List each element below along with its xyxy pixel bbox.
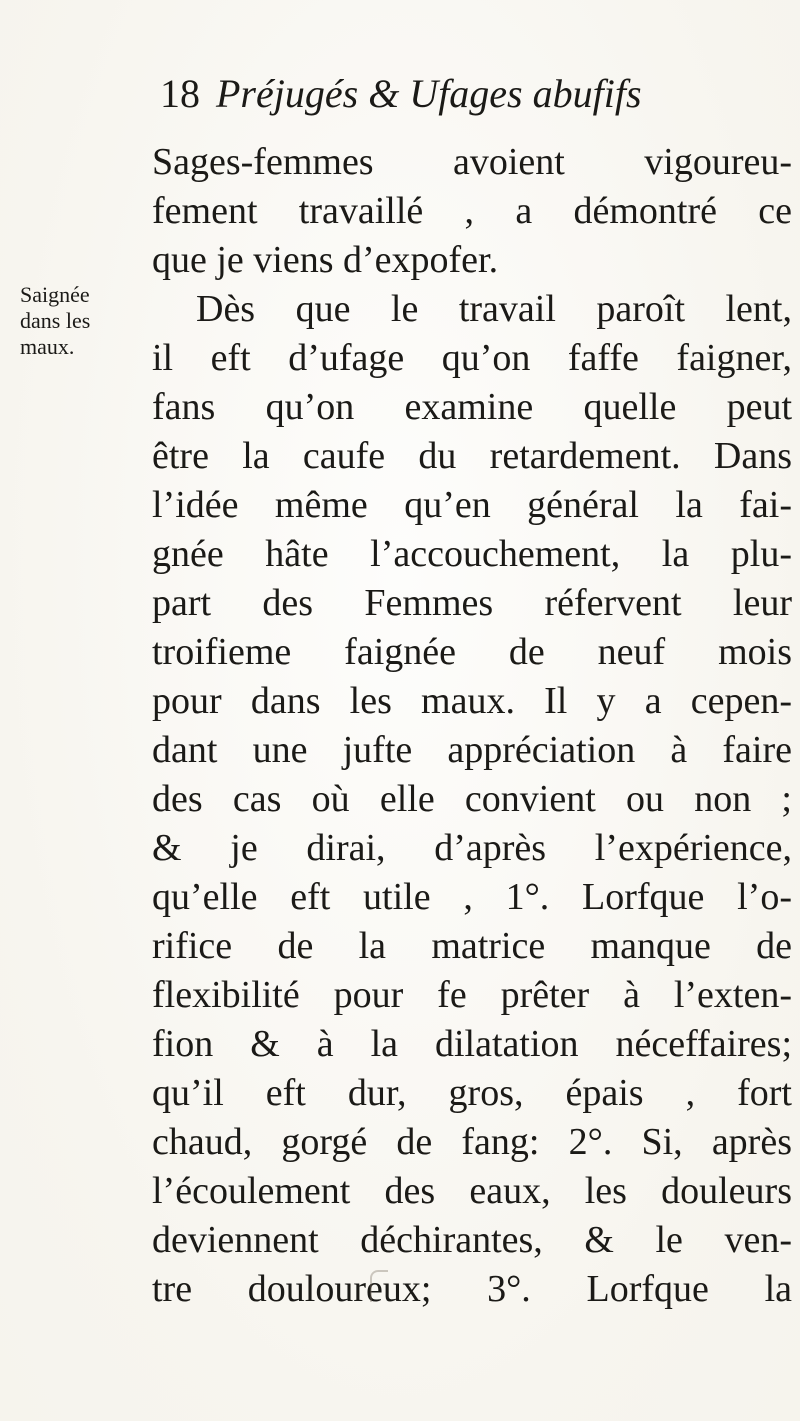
text-line: rifice de la matrice manque de — [152, 925, 792, 967]
text-line: qu’il eft dur, gros, épais , fort — [152, 1072, 792, 1114]
text-line: fement travaillé , a démontré ce — [152, 190, 792, 232]
text-line: Sages-femmes avoient vigoureu- — [152, 141, 792, 183]
text-line: des cas où elle convient ou non ; — [152, 778, 792, 820]
text-line: fans qu’on examine quelle peut — [152, 386, 792, 428]
paper-mark — [370, 1270, 388, 1302]
text-line: être la caufe du retardement. Dans — [152, 435, 792, 477]
text-line: & je dirai, d’après l’expérience, — [152, 827, 792, 869]
text-line: Dès que le travail paroît lent, — [196, 288, 792, 330]
running-head — [160, 70, 642, 118]
text-line: qu’elle eft utile , 1°. Lorfque l’o- — [152, 876, 792, 918]
text-line: dant une jufte appréciation à faire — [152, 729, 792, 771]
margin-note — [20, 282, 106, 360]
text-line: tre douloureux; 3°. Lorfque la — [152, 1268, 792, 1310]
text-line: l’écoulement des eaux, les douleurs — [152, 1170, 792, 1212]
text-line: chaud, gorgé de fang: 2°. Si, après — [152, 1121, 792, 1163]
text-line: que je viens d’expofer. — [152, 239, 499, 281]
text-line: l’idée même qu’en général la fai- — [152, 484, 792, 526]
margin-note-line: maux. — [20, 334, 75, 359]
running-title: Préjugés & Ufages abufifs — [216, 71, 642, 116]
text-line: flexibilité pour fe prêter à l’exten- — [152, 974, 792, 1016]
text-line: troifieme faignée de neuf mois — [152, 631, 792, 673]
text-line: il eft d’ufage qu’on faffe faigner, — [152, 337, 792, 379]
text-line: deviennent déchirantes, & le ven- — [152, 1219, 792, 1261]
margin-note-line: Saignée — [20, 282, 90, 307]
body-text — [152, 138, 792, 1314]
margin-note-line: dans les — [20, 308, 91, 333]
page-number: 18 — [160, 71, 200, 116]
text-line: fion & à la dilatation néceffaires; — [152, 1023, 792, 1065]
text-line: gnée hâte l’accouchement, la plu- — [152, 533, 792, 575]
text-line: part des Femmes réfervent leur — [152, 582, 792, 624]
text-line: pour dans les maux. Il y a cepen- — [152, 680, 792, 722]
